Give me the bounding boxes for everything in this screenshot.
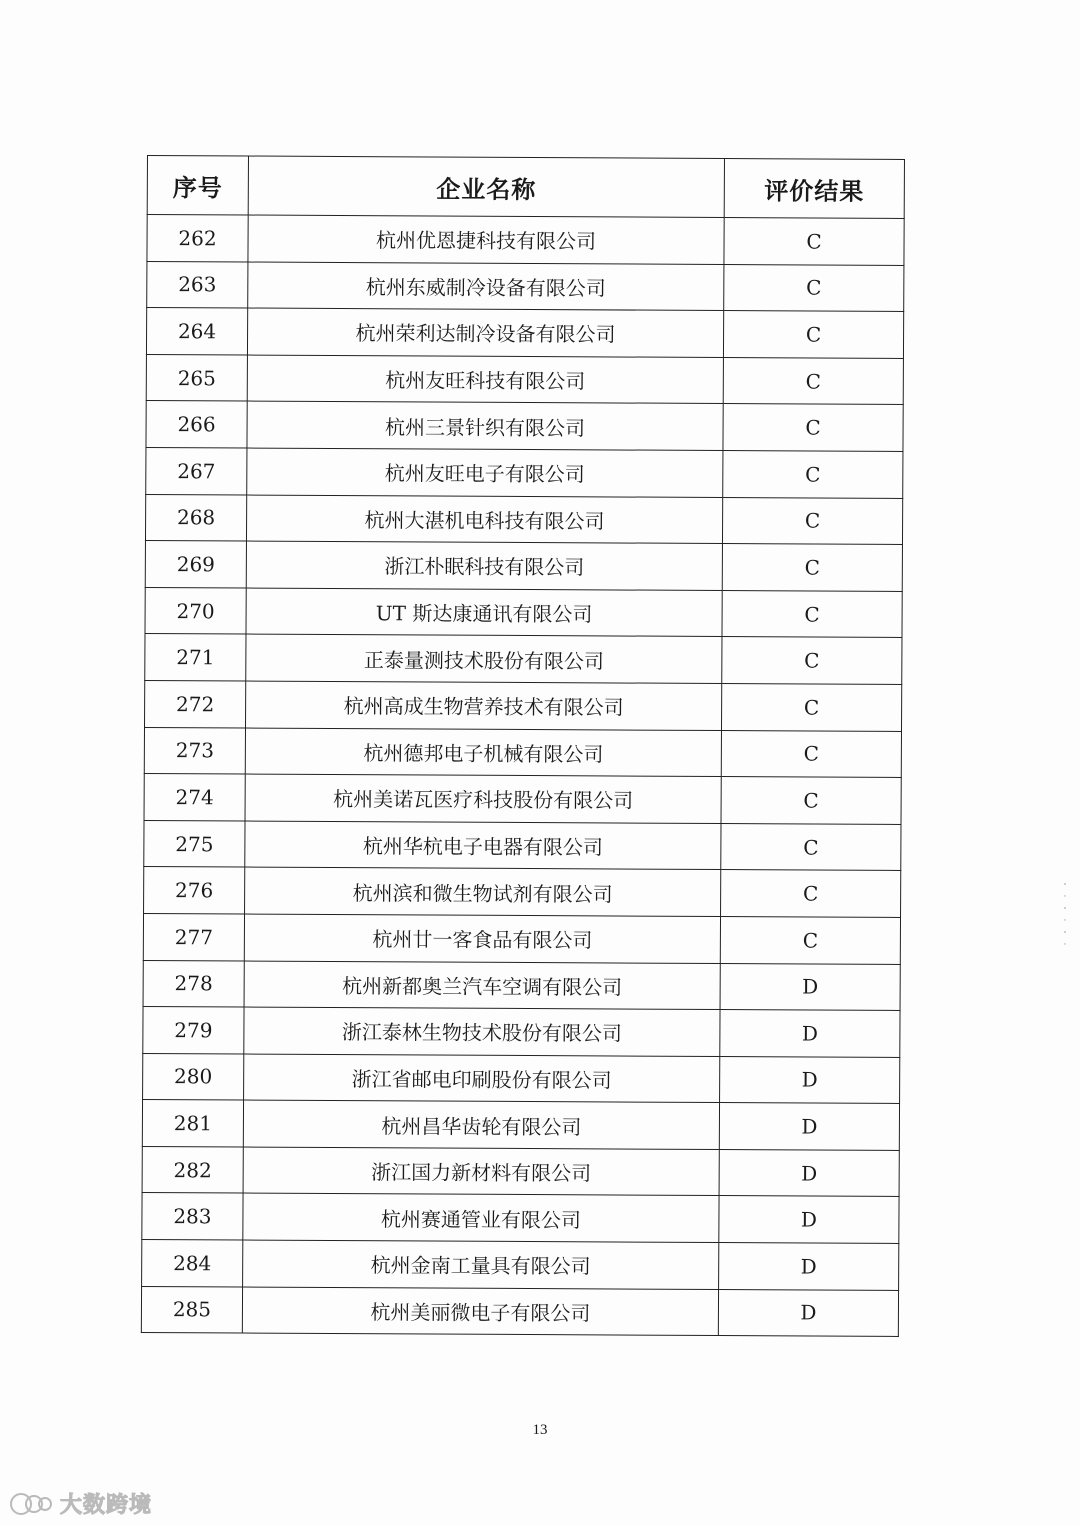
table-row [143, 913, 900, 964]
evaluation-result-cell: D [719, 1103, 899, 1151]
company-name-cell: 杭州德邦电子机械有限公司 [245, 728, 721, 777]
serial-number-cell: 284 [142, 1240, 243, 1287]
company-name-cell: 浙江朴眠科技有限公司 [246, 541, 722, 590]
header-serial-number: 序号 [147, 156, 248, 216]
table-row [144, 727, 901, 778]
serial-number-cell: 279 [143, 1007, 244, 1054]
table-row [143, 960, 900, 1011]
evaluation-result-cell: D [719, 1243, 899, 1291]
evaluation-result-cell: C [720, 916, 900, 964]
serial-number-cell: 271 [145, 634, 246, 681]
evaluation-result-cell: C [721, 730, 901, 778]
evaluation-result-cell: C [722, 637, 902, 685]
page-number: 13 [532, 1422, 548, 1438]
company-name-cell: 杭州友旺电子有限公司 [247, 448, 723, 497]
table-row [145, 587, 902, 638]
evaluation-table [141, 155, 905, 1337]
company-name-cell: 浙江省邮电印刷股份有限公司 [244, 1054, 720, 1103]
company-name-cell: 杭州荣利达制冷设备有限公司 [247, 308, 723, 357]
evaluation-result-cell: D [719, 1149, 899, 1197]
company-name-cell: 浙江泰林生物技术股份有限公司 [244, 1007, 720, 1056]
evaluation-result-cell: C [724, 264, 904, 312]
table-row [146, 308, 903, 359]
evaluation-result-cell: C [724, 218, 904, 266]
company-name-cell: 杭州金南工量具有限公司 [243, 1240, 719, 1289]
table-row [141, 1286, 898, 1337]
evaluation-result-cell: C [723, 404, 903, 452]
company-name-cell: 浙江国力新材料有限公司 [243, 1147, 719, 1196]
company-name-cell: 杭州东威制冷设备有限公司 [248, 262, 724, 311]
company-name-cell: 杭州美诺瓦医疗科技股份有限公司 [245, 774, 721, 823]
header-company-name: 企业名称 [248, 156, 724, 217]
serial-number-cell: 272 [145, 680, 246, 727]
table-row [144, 820, 901, 871]
company-name-cell: 杭州优恩捷科技有限公司 [248, 215, 724, 264]
watermark-text: 大数跨境 [60, 1493, 153, 1518]
serial-number-cell: 275 [144, 820, 245, 867]
table-row [145, 634, 902, 685]
evaluation-result-cell: C [723, 311, 903, 359]
table-row [145, 494, 902, 545]
company-name-cell: 杭州昌华齿轮有限公司 [243, 1100, 719, 1149]
company-name-cell: 杭州滨和微生物试剂有限公司 [245, 867, 721, 916]
serial-number-cell: 267 [146, 447, 247, 494]
serial-number-cell: 276 [144, 867, 245, 914]
serial-number-cell: 277 [143, 913, 244, 960]
table-row [146, 401, 903, 452]
serial-number-cell: 285 [141, 1286, 242, 1333]
table-row [144, 774, 901, 825]
company-name-cell: 正泰量测技术股份有限公司 [246, 634, 722, 683]
serial-number-cell: 280 [143, 1053, 244, 1100]
company-name-cell: 杭州高成生物营养技术有限公司 [246, 681, 722, 730]
company-name-cell: 杭州廿一客食品有限公司 [244, 914, 720, 963]
evaluation-result-cell: C [722, 544, 902, 592]
company-name-cell: 杭州大湛机电科技有限公司 [246, 495, 722, 544]
company-name-cell: 杭州赛通管业有限公司 [243, 1193, 719, 1242]
serial-number-cell: 274 [144, 774, 245, 821]
brand-logo-icon [8, 1491, 54, 1517]
serial-number-cell: 281 [142, 1100, 243, 1147]
table-row [144, 867, 901, 918]
evaluation-result-cell: D [720, 963, 900, 1011]
serial-number-cell: 268 [145, 494, 246, 541]
evaluation-result-cell: D [720, 1056, 900, 1104]
table-row [145, 680, 902, 731]
evaluation-result-cell: D [720, 1010, 900, 1058]
serial-number-cell: 263 [147, 261, 248, 308]
evaluation-result-cell: C [723, 450, 903, 498]
company-name-cell: 杭州美丽微电子有限公司 [242, 1287, 718, 1336]
table-row [142, 1100, 899, 1151]
company-name-cell: 杭州华杭电子电器有限公司 [245, 821, 721, 870]
company-name-cell: UT 斯达康通讯有限公司 [246, 588, 722, 637]
serial-number-cell: 282 [142, 1146, 243, 1193]
table-header [147, 156, 904, 219]
evaluation-result-cell: C [721, 823, 901, 871]
evaluation-result-cell: C [723, 357, 903, 405]
watermark [8, 1488, 152, 1519]
company-name-cell: 杭州友旺科技有限公司 [247, 355, 723, 404]
table-body [141, 215, 904, 1337]
serial-number-cell: 278 [143, 960, 244, 1007]
evaluation-result-cell: C [721, 870, 901, 918]
table-row [143, 1007, 900, 1058]
evaluation-result-cell: C [722, 497, 902, 545]
evaluation-result-cell: D [719, 1196, 899, 1244]
serial-number-cell: 269 [145, 541, 246, 588]
table-row [147, 261, 904, 312]
scan-speck-marks [1062, 880, 1068, 950]
serial-number-cell: 264 [146, 308, 247, 355]
table-row [142, 1193, 899, 1244]
evaluation-result-cell: C [721, 683, 901, 731]
company-name-cell: 杭州新都奥兰汽车空调有限公司 [244, 961, 720, 1010]
serial-number-cell: 265 [146, 354, 247, 401]
table-row [142, 1146, 899, 1197]
serial-number-cell: 266 [146, 401, 247, 448]
evaluation-result-cell: C [721, 777, 901, 825]
header-evaluation-result: 评价结果 [724, 159, 904, 219]
table-row [142, 1240, 899, 1291]
header-row [147, 156, 904, 219]
evaluation-result-cell: C [722, 590, 902, 638]
table-row [147, 215, 904, 266]
serial-number-cell: 262 [147, 215, 248, 262]
table-row [143, 1053, 900, 1104]
table-row [146, 354, 903, 405]
serial-number-cell: 273 [144, 727, 245, 774]
serial-number-cell: 270 [145, 587, 246, 634]
table-row [145, 541, 902, 592]
table-row [146, 447, 903, 498]
serial-number-cell: 283 [142, 1193, 243, 1240]
company-name-cell: 杭州三景针织有限公司 [247, 401, 723, 450]
evaluation-result-cell: D [718, 1289, 898, 1337]
